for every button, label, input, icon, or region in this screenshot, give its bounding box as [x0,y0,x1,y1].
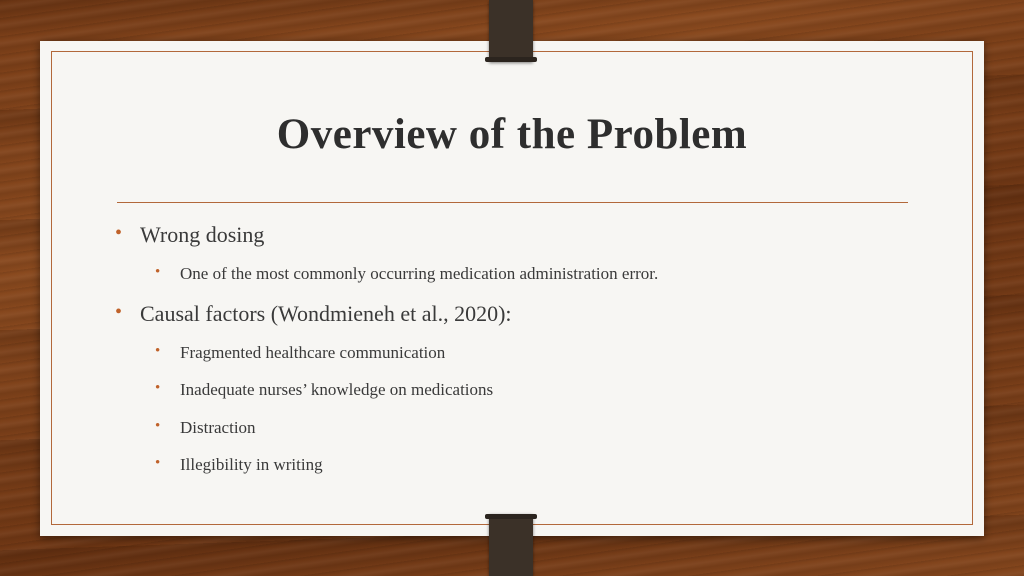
bullet-text: Illegibility in writing [180,455,323,474]
sub-bullet-item [155,343,446,363]
sub-bullet-item [155,380,494,400]
bullet-dot-icon: • [155,264,161,280]
bullet-dot-icon: • [155,418,161,434]
sub-bullet-item [155,455,323,475]
bullet-text: Wrong dosing [140,222,265,247]
bottom-binder-clip [489,514,533,576]
bullet-text: One of the most commonly occurring medication administration error. [180,264,659,283]
bullet-text: Fragmented healthcare communication [180,343,446,362]
title-divider [117,202,908,203]
bullet-dot-icon: • [155,343,161,359]
bullet-item [115,301,512,327]
bullet-dot-icon: • [115,222,123,244]
sub-bullet-item [155,418,256,438]
bullet-text: Inadequate nurses’ knowledge on medications [180,380,494,399]
bullet-dot-icon: • [155,455,161,471]
bullet-text: Distraction [180,418,256,437]
sub-bullet-item [155,264,659,284]
bullet-dot-icon: • [115,301,123,323]
bullet-dot-icon: • [155,380,161,396]
bullet-item [115,222,265,248]
bullet-text: Causal factors (Wondmieneh et al., 2020): [140,301,512,326]
top-binder-clip [489,0,533,62]
slide-title: Overview of the Problem [276,111,748,158]
